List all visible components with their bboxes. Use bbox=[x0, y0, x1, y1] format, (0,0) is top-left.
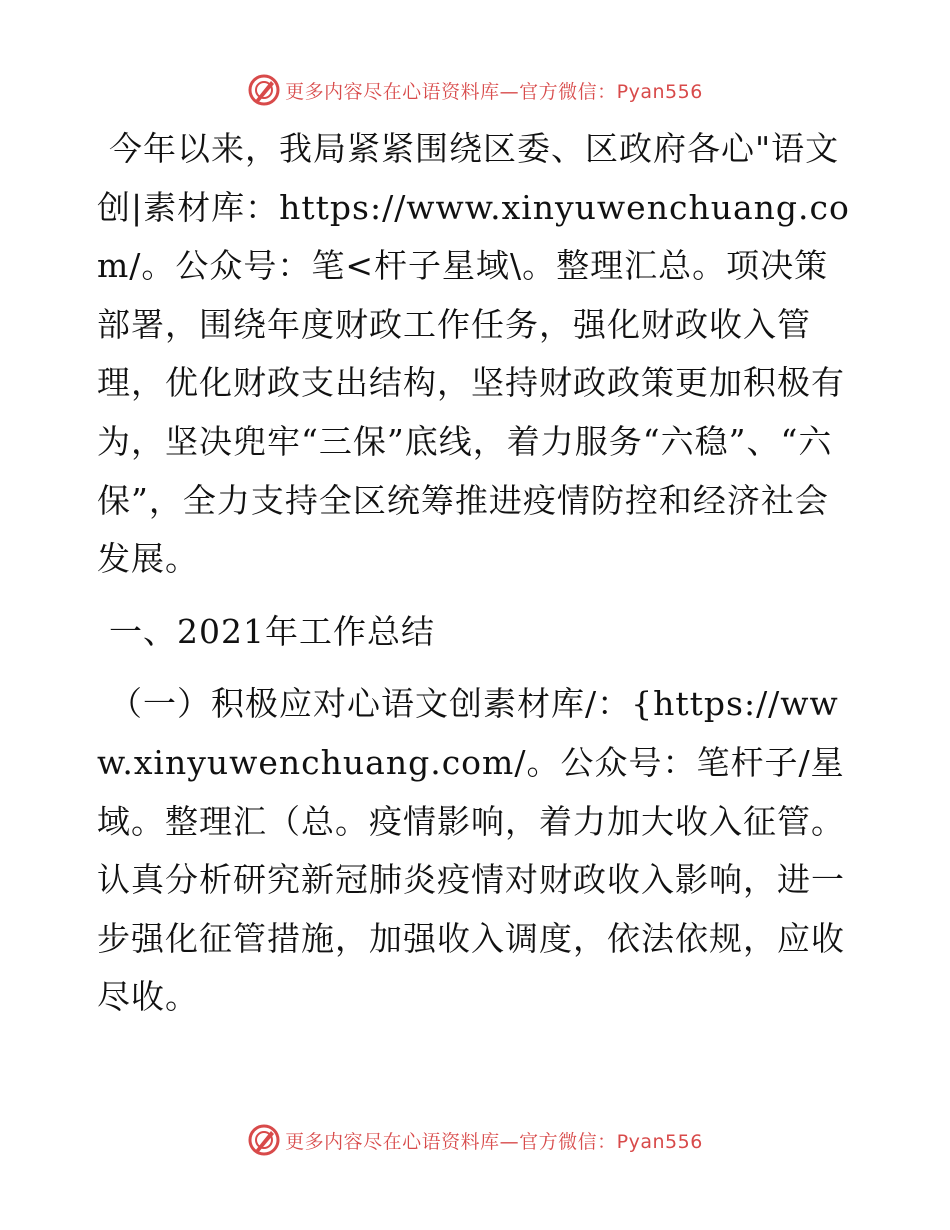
header-banner-text: 更多内容尽在心语资料库—官方微信：Pyan556 bbox=[285, 80, 703, 103]
paragraph-intro: 今年以来，我局紧紧围绕区委、区政府各心"语文创|素材库：https://www.xinyuwenchuang.com/。公众号：笔<杆子星域\。整理汇总。项决策部署，围绕年度财政工作任务，强化财政收入管理，优化财政支出结构，坚持财政政策更加积极有为，坚决兜牢“三保”底线，着力服务“六稳”、“六保”，全力支持全区统筹推进疫情防控和经济社会发展。 bbox=[97, 129, 850, 579]
quill-logo-icon bbox=[247, 1123, 281, 1157]
section-heading: 一、2021年工作总结 bbox=[109, 611, 435, 651]
header-banner bbox=[0, 70, 950, 110]
paragraph-revenue: （一）积极应对心语文创素材库/：{https://www.xinyuwenchuang.com/。公众号：笔杆子/星域。整理汇（总。疫情影响，着力加大收入征管。认真分析研究新冠肺炎疫情对财政收入影响，进一步强化征管措施，加强收入调度，依法依规，应收尽收。 bbox=[97, 684, 845, 1017]
document-body bbox=[97, 120, 857, 1027]
footer-banner bbox=[0, 1120, 950, 1160]
quill-logo-icon bbox=[247, 73, 281, 107]
footer-banner-text: 更多内容尽在心语资料库—官方微信：Pyan556 bbox=[285, 1130, 703, 1153]
